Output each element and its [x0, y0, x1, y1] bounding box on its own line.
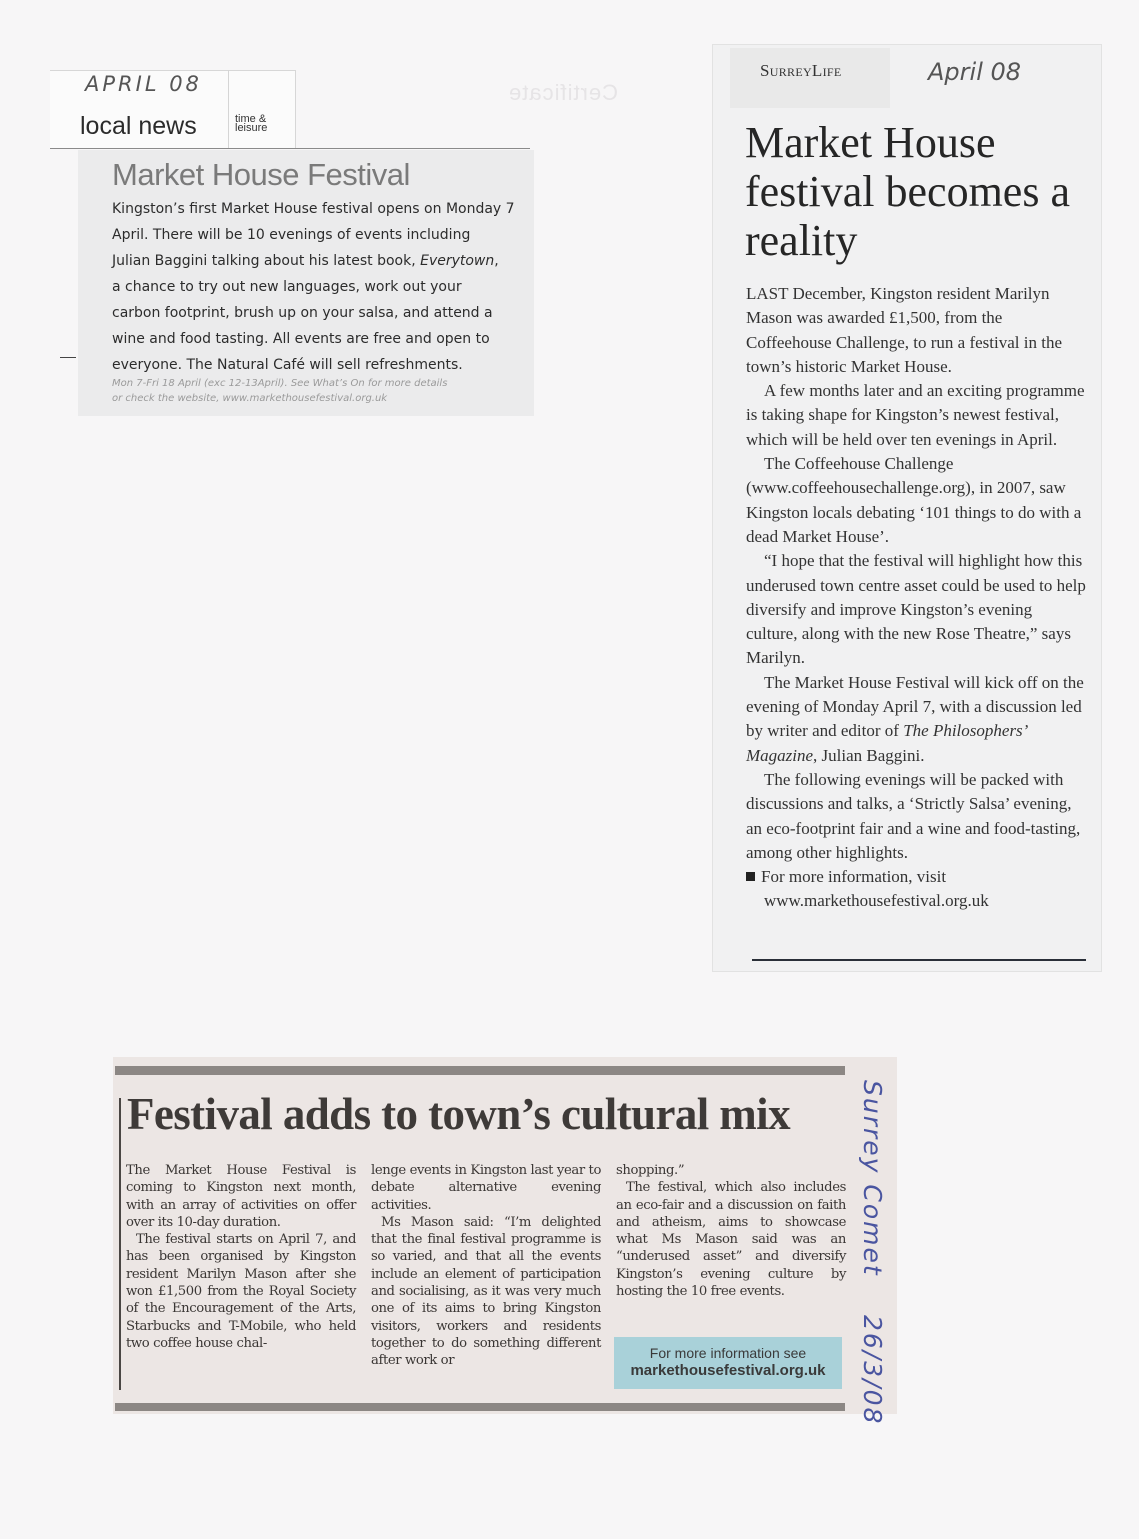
background-ghost-text: Certificate — [508, 80, 619, 105]
divider — [115, 1066, 845, 1075]
handwritten-annotation: Surrey Comet 26/3/08 — [858, 1080, 887, 1426]
section-label: local news — [80, 112, 197, 140]
column-rule — [119, 1098, 121, 1390]
info-line: For more information, visit www.markethousefestival.org.uk — [746, 865, 1086, 914]
divider — [50, 148, 530, 149]
website-link: markethousefestival.org.uk — [630, 1362, 826, 1379]
book-title: Everytown — [420, 253, 495, 269]
article-meta: Mon 7-Fri 18 April (exc 12-13April). See What’s On for more details or check the website, www.markethousefestival.org.uk — [112, 378, 448, 404]
article-body: Kingston’s first Market House festival opens on Monday 7 April. There will be 10 evenings of events including Julian Baggini talking about his latest book, Everytown, a chance to try out new languages, work out your carbon footprint, brush up on your salsa, and attend a wine and food tasting. All events are free and open to everyone. The Natural Café will sell refreshments. — [112, 201, 515, 373]
article-headline: Market House festival becomes a reality — [745, 118, 1070, 265]
article-column-3: shopping.” The festival, which also includes an eco-fair and a discussion on faith and atheism, aims to showcase what Ms Mason said was an “underused asset” and diversify Kingston’s evening culture by hosting the 10 free events. — [616, 1163, 846, 1300]
magazine-title: The Philosophers’ Magazine — [746, 721, 1027, 765]
info-box: For more information see markethousefestival.org.uk — [614, 1337, 842, 1389]
website-link: www.markethousefestival.org.uk — [764, 891, 989, 911]
article-column-2: lenge events in Kingston last year to debate alternative evening activities. Ms Mason said: “I’m delighted that the final festival programme is so varied, and that all the events include an element of participation and socialising, as it was very much one of its aims to bring Kingston visitors, workers and residents together to do something different after work or — [371, 1163, 601, 1369]
handwritten-date: APRIL 08 — [85, 72, 202, 96]
article-body: LAST December, Kingston resident Marilyn Mason was awarded £1,500, from the Coffeehouse Challenge, to run a festival in the town’s historic Market House. A few months later and an exciting programme is taking shape for Kingston’s newest festival, which will be held over ten evenings in April. The Coffeehouse Challenge (www.coffeehousechallenge.org), in 2007, saw Kingston locals debating ‘101 things to do with a dead Market House’. “I hope that the festival will highlight how this underused town centre asset could be used to help diversify and improve Kingston’s evening culture, along with the new Rose Theatre,” says Marilyn. The Market House Festival will kick off on the evening of Monday April 7, with a discussion led by writer and editor of The Philosophers’ Magazine, Julian Baggini. The following evenings will be packed with discussions and talks, a ‘Strictly Salsa’ evening, an eco-footprint fair and a wine and food-tasting, among other highlights. For more information, visit www.markethousefestival.org.uk — [746, 282, 1086, 914]
divider — [115, 1403, 845, 1411]
subsection-label: time & leisure — [235, 113, 268, 134]
article-title: Market House Festival — [112, 157, 410, 192]
divider — [752, 959, 1086, 961]
article-column-1: The Market House Festival is coming to Kingston next month, with an array of activities on offer over its 10-day duration. The festival starts on April 7, and has been organised by Kingston resident Marilyn Mason after she won £1,500 from the Royal Society of the Encouragement of the Arts, Starbucks and T-Mobile, who held two coffee house chal- — [126, 1163, 356, 1351]
article-headline: Festival adds to town’s cultural mix — [127, 1089, 790, 1139]
divider — [228, 70, 229, 148]
square-bullet-icon — [746, 872, 755, 881]
margin-mark — [60, 357, 76, 358]
publication-name: SurreyLife — [760, 61, 842, 80]
handwritten-date: April 08 — [928, 58, 1022, 86]
